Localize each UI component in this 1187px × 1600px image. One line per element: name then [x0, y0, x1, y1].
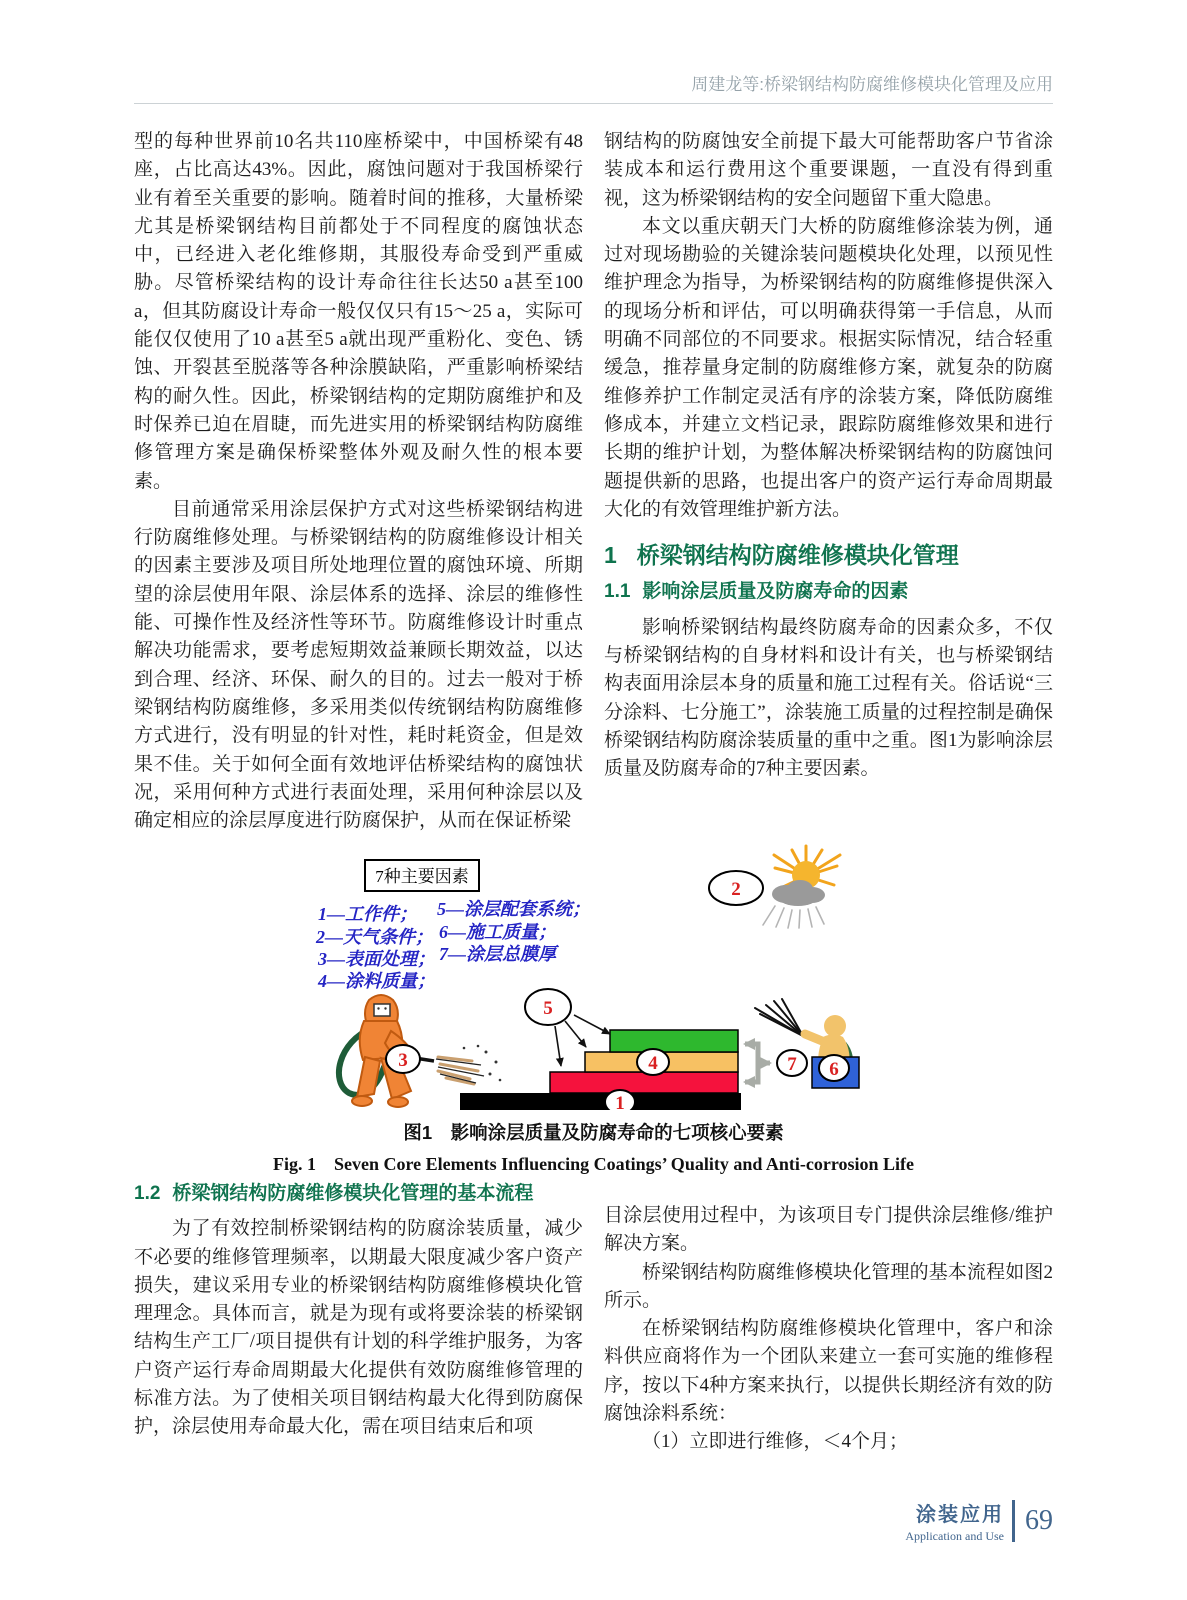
- figure-legend: [315, 899, 590, 991]
- section-number: 1.1: [604, 581, 631, 603]
- section-title: 桥梁钢结构防腐维修模块化管理: [636, 542, 959, 569]
- figure-1-illustration: [134, 830, 1053, 1110]
- paragraph: 本文以重庆朝天门大桥的防腐维修涂装为例，通过对现场勘验的关键涂装问题模块化处理，以预见性维护理念为指导，为桥梁钢结构的防腐维修提供深入的现场分析和评估，可以明确获得第一手信息，从而明确不同部位的不同要求。根据实际情况，结合轻重缓急，推荐量身定制的防腐维修方案，就复杂的防腐维修养护工作制定灵活有序的涂装方案，降低防腐维修成本，并建立文档记录，跟踪防腐维修效果和进行长期的维护计划，为整体解决桥梁钢结构的防腐蚀问题提供新的思路，也提出客户的资产运行寿命周期最大化的有效管理维护新方法。: [604, 215, 1053, 520]
- figure-caption-en: Fig. 1 Seven Core Elements Influencing Coatings’ Quality and Anti-corrosion Life: [272, 1154, 914, 1174]
- paragraph: 钢结构的防腐蚀安全前提下最大可能帮助客户节省涂装成本和运行费用这个重要课题，一直没有得到重视，这为桥梁钢结构的安全问题留下重大隐患。: [604, 131, 1053, 209]
- legend-item-1: 1—工作件；: [318, 904, 417, 924]
- figure-caption-cn: 图1 影响涂层质量及防腐寿命的七项核心要素: [403, 1122, 784, 1143]
- paragraph: 目涂层使用过程中，为该项目专门提供涂层维修/维护解决方案。: [604, 1205, 1053, 1255]
- svg-text:2: 2: [731, 879, 741, 900]
- journal-section-en: Application and Use: [905, 1529, 1004, 1543]
- sandblaster-illustration: [339, 995, 501, 1107]
- left-column: [134, 128, 583, 835]
- paragraph: （1）立即进行维修，＜4个月；: [642, 1431, 909, 1453]
- running-header: 周建龙等:桥梁钢结构防腐维修模块化管理及应用: [134, 70, 1053, 104]
- marker-6-application-quality: [819, 1055, 849, 1081]
- top-two-column-section: [134, 128, 1053, 835]
- painter-illustration: [755, 999, 859, 1088]
- primer-layer: [550, 1072, 738, 1093]
- visor: [374, 1004, 390, 1016]
- marker-4-paint-quality: [637, 1049, 669, 1075]
- blast-spray: [436, 1045, 501, 1084]
- paint-brush-strokes: [755, 999, 803, 1036]
- svg-text:5: 5: [543, 998, 553, 1019]
- svg-text:3: 3: [398, 1050, 408, 1071]
- top-layer: [610, 1030, 738, 1052]
- svg-text:6: 6: [829, 1059, 839, 1080]
- rain-cloud-icon: [763, 880, 825, 928]
- journal-section-label: [905, 1498, 1004, 1544]
- left-column-bottom: [134, 1178, 583, 1457]
- page-number: 69: [1025, 1505, 1053, 1536]
- svg-text:7: 7: [787, 1054, 797, 1075]
- film-thickness-bracket: [745, 1044, 770, 1082]
- section-heading-1-1: [604, 578, 1053, 606]
- section-number: 1.2: [134, 1183, 161, 1204]
- section-heading-1: [604, 541, 1053, 569]
- right-column-bottom: [604, 1178, 1053, 1457]
- section-title: 影响涂层质量及防腐寿命的因素: [642, 581, 909, 603]
- section-title: 桥梁钢结构防腐维修模块化管理的基本流程: [172, 1183, 534, 1204]
- svg-text:1: 1: [615, 1093, 625, 1110]
- marker-7-total-thickness: [777, 1050, 807, 1076]
- legend-item-6: 6—施工质量；: [439, 922, 556, 942]
- page-footer: [905, 1498, 1053, 1544]
- legend-item-7: 7—涂层总膜厚: [439, 944, 556, 964]
- figure-title-box: [365, 860, 479, 891]
- legend-item-3: 3—表面处理；: [318, 949, 435, 969]
- paragraph: 为了有效控制桥梁钢结构的防腐涂装质量，减少不必要的维修管理频率，以期最大限度减少客户资产损失，建议采用专业的桥梁钢结构防腐维修模块化管理理念。具体而言，就是为现有或将要涂装的桥梁钢结构生产工厂/项目提供有计划的科学维护服务，为客户资产运行寿命周期最大化提供有效防腐维修管理的标准方法。为了使相关项目钢结构最大化得到防腐保护，涂层使用寿命最大化，需在项目结束后和项: [134, 1218, 583, 1438]
- figure-1: [134, 830, 1053, 1176]
- section-heading-1-2: [134, 1180, 583, 1208]
- paragraph: 在桥梁钢结构防腐维修模块化管理中，客户和涂料供应商将作为一个团队来建立一套可实施的维修程序，按以下4种方案来执行，以提供长期经济有效的防腐蚀涂料系统：: [604, 1318, 1053, 1425]
- figure-title-label: 7种主要因素: [375, 867, 469, 886]
- paragraph: 影响桥梁钢结构最终防腐寿命的因素众多，不仅与桥梁钢结构的自身材料和设计有关，也与桥梁钢结构表面用涂层本身的质量和施工过程有关。俗话说“三分涂料、七分施工”，涂装施工质量的过程控制是确保桥梁钢结构防腐涂装质量的重中之重。图1为影响涂层质量及防腐寿命的7种主要因素。: [604, 616, 1053, 780]
- legend-item-4: 4—涂料质量；: [318, 971, 435, 991]
- right-column: [604, 128, 1053, 835]
- bottom-two-column-section: [134, 1178, 1053, 1457]
- marker-2-weather: [709, 871, 763, 905]
- marker-3-surface-prep: [386, 1045, 420, 1073]
- paragraph: 型的每种世界前10名共110座桥梁中，中国桥梁有48座，占比高达43%。因此，腐蚀问题对于我国桥梁行业有着至关重要的影响。随着时间的推移，大量桥梁尤其是桥梁钢结构目前都处于不同程度的腐蚀状态中，已经进入老化维修期，其服役寿命受到严重威胁。尽管桥梁结构的设计寿命往往长达50 a甚至100 a，但其防腐设计寿命一般仅仅只有15～25 a，实际可能仅仅使用了10 a甚至5 a就出现严重粉化、变色、锈蚀、开裂甚至脱落等各种涂膜缺陷，严重影响桥梁结构的耐久性。因此，桥梁钢结构的定期防腐维护和及时保养已迫在眉睫，而先进实用的桥梁钢结构防腐维修管理方案是确保桥梁整体外观及耐久性的根本要素。: [134, 131, 583, 492]
- substrate-layer: [460, 1093, 741, 1110]
- marker-1-workpiece: [605, 1090, 635, 1110]
- svg-text:4: 4: [648, 1053, 658, 1074]
- legend-item-5: 5—涂层配套系统；: [437, 899, 590, 919]
- paragraph: 桥梁钢结构防腐维修模块化管理的基本流程如图2所示。: [604, 1261, 1053, 1311]
- journal-section-cn: 涂装应用: [916, 1504, 1004, 1526]
- paragraph: 目前通常采用涂层保护方式对这些桥梁钢结构进行防腐维修处理。与桥梁钢结构的防腐维修设计相关的因素主要涉及项目所处地理位置的腐蚀环境、所期望的涂层使用年限、涂层体系的选择、涂层的维修性能、可操作性及经济性等环节。防腐维修设计时重点解决功能需求，要考虑短期效益兼顾长期效益，以达到合理、经济、环保、耐久的目的。过去一般对于桥梁钢结构防腐维修，多采用类似传统钢结构防腐维修方式进行，没有明显的针对性，耗时耗资金，但是效果不佳。关于如何全面有效地评估桥梁结构的腐蚀状况，采用何种方式进行表面处理，采用何种涂层以及确定相应的涂层厚度进行防腐保护，从而在保证桥梁: [134, 498, 583, 832]
- section-number: 1: [604, 542, 617, 569]
- footer-divider: [1012, 1500, 1015, 1542]
- legend-item-2: 2—天气条件；: [316, 927, 433, 947]
- coating-layer-stack: [460, 1030, 741, 1110]
